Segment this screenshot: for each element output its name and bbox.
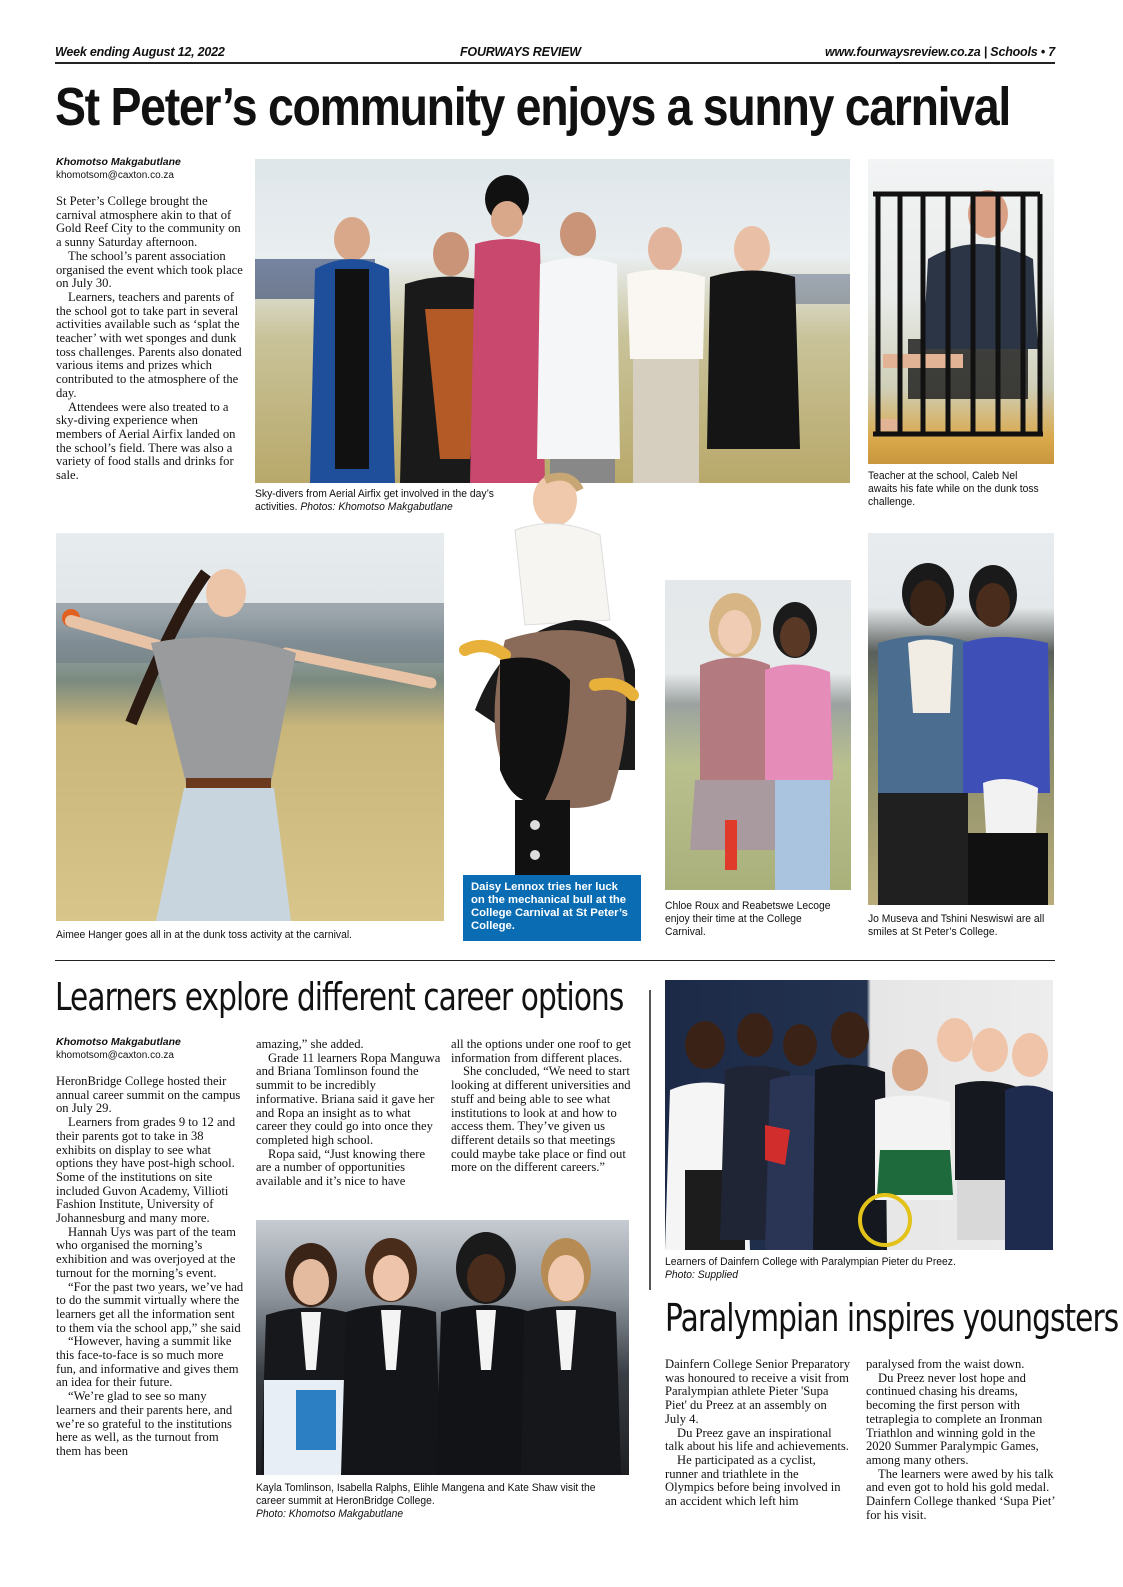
story2-col1 (56, 1036, 246, 1459)
caption-jo-tshini: Jo Museva and Tshini Neswiswi are all smiles at St Peter’s College. (868, 913, 1045, 938)
issue-date: Week ending August 12, 2022 (55, 45, 225, 59)
paragraph: Grade 11 learners Ropa Manguwa and Briana Tomlinson found the summit to be incredibly informative. Briana said it gave her and Ropa an insight as to what career they could go into once they completed high school. (256, 1050, 441, 1147)
paragraph: Du Preez never lost hope and continued chasing his dreams, becoming the first person with tetraplegia to complete an Ironman Triathlon and winning gold in the 2020 Summer Paralympic Games, among many others. (866, 1370, 1043, 1467)
story2-col2 (256, 1038, 441, 1189)
story1-headline: St Peter’s community enjoys a sunny carnival (55, 77, 1010, 137)
photo-aimee-throw (56, 533, 444, 921)
photo-credit: Photo: Khomotso Makgabutlane (256, 1508, 404, 1520)
paragraph: “For the past two years, we’ve had to do the summit virtually where the learners get all the information sent to them via the school app,” she said (56, 1279, 244, 1335)
paragraph: The school’s parent association organised the event which took place on July 30. (56, 248, 243, 291)
paragraph: “We’re glad to see so many learners and their parents here, and we’re so grateful to the institutions here as well, as the turnout from them has been (56, 1389, 233, 1458)
photo-skydivers-group (255, 159, 850, 483)
photo-credit: Photo: Supplied (665, 1269, 739, 1281)
story2-headline: Learners explore different career options (55, 975, 624, 1019)
paragraph: HeronBridge College hosted their annual career summit on the campus on July 29. (56, 1074, 241, 1116)
story2-col3 (451, 1038, 636, 1175)
story3-col1 (665, 1358, 850, 1509)
paragraph: paralysed from the waist down. (866, 1357, 1025, 1371)
photo-dunk-cage (868, 159, 1054, 464)
publication-name: FOURWAYS REVIEW (460, 45, 581, 59)
photo-jo-tshini (868, 533, 1054, 905)
paragraph: Learners, teachers and parents of the school got to take part in several activities available such as ‘splat the teacher’ with wet sponges and dunk toss challenges. Parents also donated various items and prizes which contributed to the atmosphere of the day. (56, 289, 242, 400)
paragraph: Attendees were also treated to a sky-diving experience when members of Aerial Airfix landed on the school’s field. There was also a variety of food stalls and drinks for sale. (56, 399, 236, 483)
section-folio: www.fourwaysreview.co.za | Schools • 7 (825, 45, 1055, 59)
caption-skydivers: Sky-divers from Aerial Airfix get involved in the day’s activities. Photos: Khomotso Makgabutlane (255, 488, 494, 513)
photo-chloe-reabetswe (665, 580, 851, 890)
story3-col2 (866, 1358, 1058, 1522)
paragraph: Ropa said, “Just knowing there are a number of opportunities available and it’s nice to have (256, 1146, 426, 1189)
story1-text (56, 156, 246, 483)
paragraph: He participated as a cyclist, runner and triathlete in the Olympics before being involved in an accident which left him (665, 1452, 841, 1509)
story2-byline: Khomotso Makgabutlane (56, 1036, 181, 1048)
caption-aimee: Aimee Hanger goes all in at the dunk toss activity at the carnival. (56, 929, 352, 941)
section-divider (55, 960, 1055, 961)
story3-headline: Paralympian inspires youngsters (665, 1296, 1119, 1340)
paragraph: Hannah Uys was part of the team who organised the morning’s exhibition and was overjoyed at the turnout for the morning’s event. (56, 1224, 236, 1280)
photo-mechanical-bull (445, 470, 645, 880)
photo-career-summit (256, 1220, 629, 1475)
paragraph: She concluded, “We need to start looking at different universities and stuff and being able to see what institutions to look at and how to access them. They’ve given us different details so that meetings could maybe take place or find out more on the different careers.” (451, 1064, 631, 1175)
story1-email: khomotsom@caxton.co.za (56, 170, 174, 181)
paragraph: “However, having a summit like this face-to-face is so much more fun, and informative and gives them an idea for their future. (56, 1334, 239, 1390)
paragraph: Dainfern College Senior Preparatory was honoured to receive a visit from Paralympian athlete Pieter 'Supa Piet' du Preez at an assembly on July 4. (665, 1357, 850, 1426)
caption-mechanical-bull: Daisy Lennox tries her luck on the mechanical bull at the College Carnival at St Peter’s College. (463, 875, 641, 941)
paragraph: The learners were awed by his talk and even got to hold his gold medal. Dainfern College thanked ‘Supa Piet’ for his visit. (866, 1466, 1055, 1522)
paragraph: all the options under one roof to get information from different places. (451, 1037, 632, 1065)
caption-career-summit: Kayla Tomlinson, Isabella Ralphs, Elihle Mangena and Kate Shaw visit the career summit at HeronBridge College. Photo: Khomotso Makgabutlane (256, 1482, 596, 1520)
story2-email: khomotsom@caxton.co.za (56, 1050, 174, 1061)
photo-credit: Photos: Khomotso Makgabutlane (300, 501, 453, 513)
paragraph: Learners from grades 9 to 12 and their parents got to take in 38 exhibits on display to see what options they have post-high school. Some of the institutions on site included Guvon Academy, Villioti Fashion Institute, University of Johannesburg and many more. (56, 1115, 236, 1226)
paragraph: Du Preez gave an inspirational talk about his life and achievements. (665, 1425, 849, 1454)
caption-chloe-reabetswe: Chloe Roux and Reabetswe Lecoge enjoy their time at the College Carnival. (665, 900, 831, 938)
column-divider (649, 990, 651, 1290)
header-rule (55, 62, 1055, 64)
photo-paralympian (665, 980, 1053, 1250)
caption-paralympian: Learners of Dainfern College with Paralympian Pieter du Preez. Photo: Supplied (665, 1256, 956, 1281)
story1-byline: Khomotso Makgabutlane (56, 156, 181, 168)
paragraph: St Peter’s College brought the carnival atmosphere akin to that of Gold Reef City to the community on a sunny Saturday afternoon. (56, 194, 241, 250)
paragraph: amazing,” she added. (256, 1037, 364, 1051)
caption-dunk-cage: Teacher at the school, Caleb Nel awaits his fate while on the dunk toss challenge. (868, 470, 1039, 508)
